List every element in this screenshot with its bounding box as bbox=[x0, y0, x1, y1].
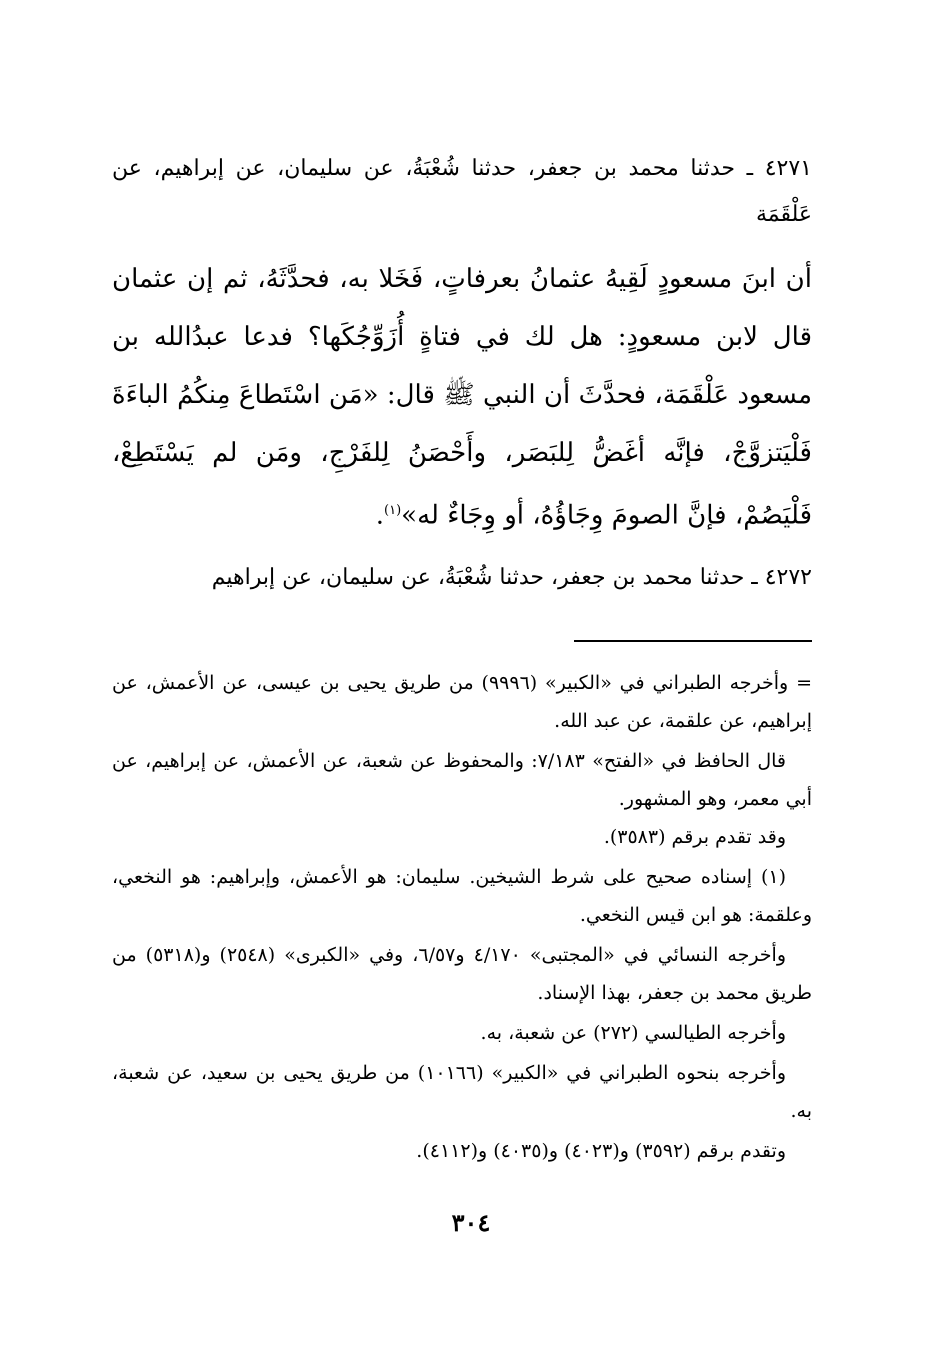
footnote-line: قال الحافظ في «الفتح» ٧/١٨٣: والمحفوظ عن شعبة، عن الأعمش، عن إبراهيم، عن أبي معمر، وهو المشهور. bbox=[112, 750, 812, 810]
footnote-line: وأخرجه الطيالسي (٢٧٢) عن شعبة، به. bbox=[480, 1022, 786, 1044]
footnote-line: وقد تقدم برقم (٣٥٨٣). bbox=[603, 826, 786, 848]
footnote-line: وتقدم برقم (٣٥٩٢) و(٤٠٢٣) و(٤٠٣٥) و(٤١١٢). bbox=[416, 1140, 786, 1162]
footnote-continuation: = وأخرجه الطبراني في «الكبير» (٩٩٩٦) من طريق يحيى بن عيسى، عن الأعمش، عن إبراهيم، عن علقمة، عن عبد الله. bbox=[112, 672, 812, 732]
footnote-marker[interactable]: (١) bbox=[384, 503, 402, 518]
page-number: ٣٠٤ bbox=[451, 1208, 491, 1237]
footnotes bbox=[112, 664, 812, 1170]
main-text bbox=[112, 146, 812, 601]
hadith-4271-heading: ٤٢٧١ ـ حدثنا محمد بن جعفر، حدثنا شُعْبَةُ، عن سليمان، عن إبراهيم، عن عَلْقَمَة bbox=[112, 156, 812, 227]
footnote-line: وأخرجه النسائي في «المجتبى» ٤/١٧٠ و٦/٥٧، وفي «الكبرى» (٢٥٤٨) و(٥٣١٨) من طريق محمد بن جعفر، بهذا الإسناد. bbox=[112, 944, 812, 1004]
footnote-line: وأخرجه بنحوه الطبراني في «الكبير» (١٠١٦٦) من طريق يحيى بن سعيد، عن شعبة، به. bbox=[112, 1062, 812, 1122]
hadith-4271-body: أن ابنَ مسعودٍ لَقِيهُ عثمانُ بعرفاتٍ، فَخَلا به، فحدَّثَهُ، ثم إن عثمان قال لابن مسعودٍ: هل لك في فتاةٍ أُزَوِّجُكَها؟ فدعا عبدُالله بن مسعود عَلْقَمَة، فحدَّثَ أن النبي ﷺ قال: «مَن اسْتَطاعَ مِنكُمُ الباءَةَ فَلْيَتزوَّجْ، فإنَّه أغَضُّ لِلبَصَر، وأَحْصَنُ لِلفَرْجِ، ومَن لم يَسْتَطِعْ، فَلْيَصُمْ، فإنَّ الصومَ وِجَاؤُهُ، أو وِجَاءٌ له»$^{(١)}$. bbox=[112, 264, 812, 531]
hadith-4272-heading: ٤٢٧٢ ـ حدثنا محمد بن جعفر، حدثنا شُعْبَةُ، عن سليمان، عن إبراهيم bbox=[211, 564, 812, 590]
footnote-1: (١) إسناده صحيح على شرط الشيخين. سليمان: هو الأعمش، وإبراهيم: هو النخعي، وعلقمة: هو ابن قيس النخعي. bbox=[112, 866, 812, 926]
footnote-separator bbox=[574, 640, 812, 642]
hadith-4271-text: أن ابنَ مسعودٍ لَقِيهُ عثمانُ بعرفاتٍ، فَخَلا به، فحدَّثَهُ، ثم إن عثمان قال لابن مسعودٍ: هل لك في فتاةٍ أُزَوِّجُكَها؟ فدعا عبدُالله بن مسعود عَلْقَمَة، فحدَّثَ أن النبي ﷺ قال: «مَن اسْتَطاعَ مِنكُمُ الباءَةَ فَلْيَتزوَّجْ، فإنَّه أغَضُّ لِلبَصَر، وأَحْصَنُ لِلفَرْجِ، ومَن لم يَسْتَطِعْ، فَلْيَصُمْ، فإنَّ الصومَ وِجَاؤُهُ، أو وِجَاءٌ له» bbox=[112, 264, 812, 531]
